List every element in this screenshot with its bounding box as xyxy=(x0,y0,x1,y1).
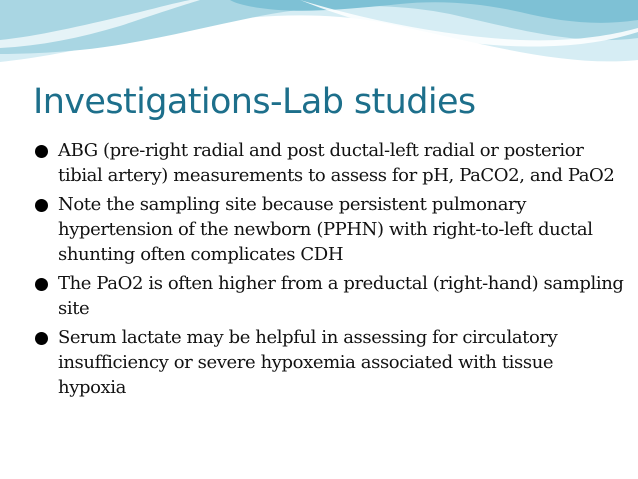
wave-decoration xyxy=(0,0,638,90)
bullet-dot-icon xyxy=(35,145,48,158)
bullet-item-serum-lactate xyxy=(31,325,626,400)
bullet-item-abg xyxy=(31,138,626,188)
bullet-text: Note the sampling site because persistent pulmonary hypertension of the newborn (PPHN) with right-to-left ductal shunting often complicates CDH xyxy=(58,194,593,265)
bullet-dot-icon xyxy=(35,278,48,291)
bullet-dot-icon xyxy=(35,199,48,212)
bullet-text: ABG (pre-right radial and post ductal-left radial or posterior tibial artery) measurements to assess for pH, PaCO2, and PaO2 xyxy=(58,140,615,186)
bullet-text: The PaO2 is often higher from a preductal (right-hand) sampling site xyxy=(58,273,624,319)
bullet-text: Serum lactate may be helpful in assessing for circulatory insufficiency or severe hypoxemia associated with tissue hypoxia xyxy=(58,327,558,398)
bullet-dot-icon xyxy=(35,332,48,345)
bullet-list xyxy=(31,138,626,404)
bullet-item-pao2 xyxy=(31,271,626,321)
bullet-item-sampling-site xyxy=(31,192,626,267)
slide-title: Investigations-Lab studies xyxy=(33,82,476,122)
